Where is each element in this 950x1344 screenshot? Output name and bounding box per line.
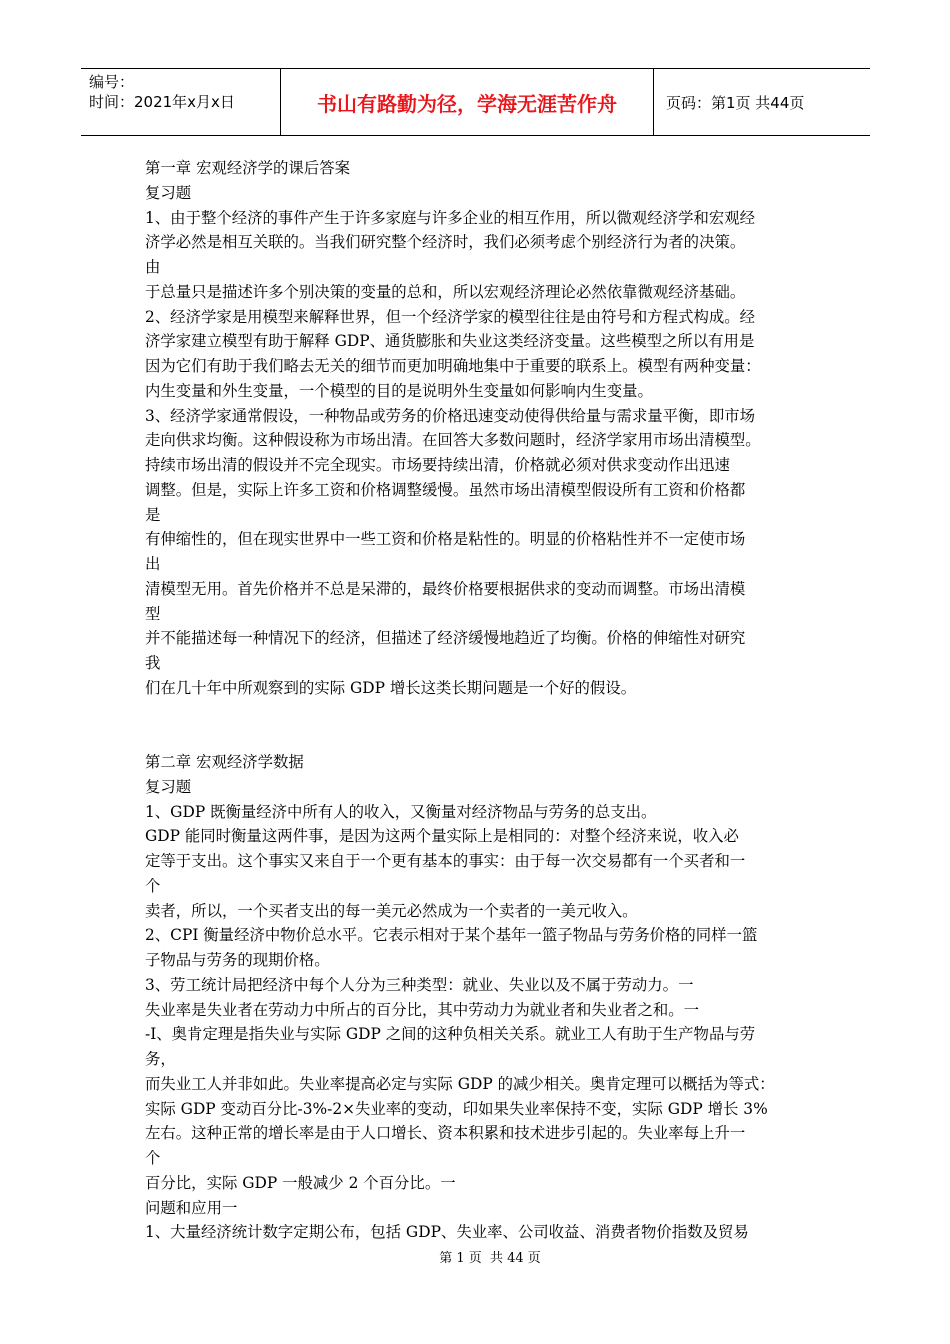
body-line: 有伸缩性的，但在现实世界中一些工资和价格是粘性的。明显的价格粘性并不一定使市场	[145, 530, 746, 549]
body-line: 卖者，所以，一个买者支出的每一美元必然成为一个卖者的一美元收入。	[145, 901, 638, 920]
body-line: 3、经济学家通常假设，一种物品或劳务的价格迅速变动使得供给量与需求量平衡，即市场	[145, 406, 756, 425]
body-line: 定等于支出。这个事实又来自于一个更有基本的事实：由于每一次交易都有一个买者和一	[145, 852, 746, 870]
body-line: 出	[145, 555, 161, 573]
body-line: 3、劳工统计局把经济中每个人分为三种类型：就业、失业以及不属于劳动力。一	[145, 975, 694, 994]
body-line: 2、经济学家是用模型来解释世界，但一个经济学家的模型往往是由符号和方程式构成。经	[145, 307, 756, 326]
body-line: 实际 GDP 变动百分比-3%-2×失业率的变动，印如果失业率保持不变，实际 GDP 增长 3%	[145, 1099, 768, 1118]
body-line: 务，	[145, 1050, 176, 1068]
header-meta-cell	[81, 69, 281, 135]
page-header	[81, 68, 870, 136]
body-line: 个	[145, 1149, 161, 1167]
body-line: 百分比，实际 GDP 一般减少 2 个百分比。一	[145, 1173, 456, 1192]
header-motto: 书山有路勤为径，学海无涯苦作舟	[317, 91, 617, 116]
body-line: 我	[145, 654, 161, 672]
body-line: 并不能描述每一种情况下的经济，但描述了经济缓慢地趋近了均衡。价格的伸缩性对研究	[145, 629, 746, 648]
body-line: 济学家建立模型有助于解释 GDP、通货膨胀和失业这类经济变量。这些模型之所以有用是	[145, 332, 755, 351]
body-line: -I、奥肯定理是指失业与实际 GDP 之间的这种负相关关系。就业工人有助于生产物品与劳	[145, 1025, 756, 1044]
body-line: 内生变量和外生变量，一个模型的目的是说明外生变量如何影响内生变量。	[145, 381, 653, 400]
body-line: 个	[145, 876, 161, 895]
body-line: 1、GDP 既衡量经济中所有人的收入，又衡量对经济物品与劳务的总支出。	[145, 802, 657, 821]
body-line: 们在几十年中所观察到的实际 GDP 增长这类长期问题是一个好的假设。	[145, 678, 637, 697]
body-line: 济学必然是相互关联的。当我们研究整个经济时，我们必须考虑个别经济行为者的决策。	[145, 233, 746, 252]
body-line: 左右。这种正常的增长率是由于人口增长、资本积累和技术进步引起的。失业率每上升一	[145, 1124, 746, 1143]
body-line: 是	[145, 505, 161, 524]
body-line: 失业率是失业者在劳动力中所占的百分比，其中劳动力为就业者和失业者之和。一	[145, 1000, 700, 1019]
body-line: 问题和应用一	[145, 1198, 238, 1217]
header-page-info: 页码：第1页 共44页	[666, 93, 805, 112]
document-date: 时间：2021年x月x日	[89, 93, 235, 111]
body-line: 由	[145, 258, 161, 276]
body-line: 子物品与劳务的现期价格。	[145, 951, 330, 969]
body-line: 因为它们有助于我们略去无关的细节而更加明确地集中于重要的联系上。模型有两种变量：	[145, 357, 761, 375]
body-line: 持续市场出清的假设并不完全现实。市场要持续出清，价格就必须对供求变动作出迅速	[145, 456, 730, 474]
body-line: 调整。但是，实际上许多工资和价格调整缓慢。虽然市场出清模型假设所有工资和价格都	[145, 480, 746, 499]
body-line: 走向供求均衡。这种假设称为市场出清。在回答大多数问题时，经济学家用市场出清模型。	[145, 431, 761, 450]
header-motto-cell	[281, 69, 654, 135]
body-line: 第二章 宏观经济学数据	[145, 753, 304, 771]
body-line: 2、CPI 衡量经济中物价总水平。它表示相对于某个基年一篮子物品与劳务价格的同样一篮	[145, 926, 758, 945]
page-footer: 第 1 页 共 44 页	[439, 1251, 541, 1266]
body-line: 复习题	[145, 777, 192, 796]
body-line: 第一章 宏观经济学的课后答案	[145, 159, 350, 177]
body-line: 型	[145, 604, 161, 623]
body-line: 清模型无用。首先价格并不总是呆滞的，最终价格要根据供求的变动而调整。市场出清模	[145, 579, 746, 598]
body-line: 于总量只是描述许多个别决策的变量的总和，所以宏观经济理论必然依靠微观经济基础。	[145, 282, 746, 301]
body-line: 复习题	[145, 183, 192, 202]
body-line: 1、大量经济统计数字定期公布，包括 GDP、失业率、公司收益、消费者物价指数及贸易	[145, 1223, 749, 1242]
body-line: 而失业工人并非如此。失业率提高必定与实际 GDP 的减少相关。奥肯定理可以概括为等式：	[145, 1074, 775, 1093]
document-number-label: 编号：	[89, 73, 135, 91]
body-line: 1、由于整个经济的事件产生于许多家庭与许多企业的相互作用，所以微观经济学和宏观经	[145, 208, 756, 227]
body-line: GDP 能同时衡量这两件事，是因为这两个量实际上是相同的：对整个经济来说，收入必	[145, 827, 739, 846]
